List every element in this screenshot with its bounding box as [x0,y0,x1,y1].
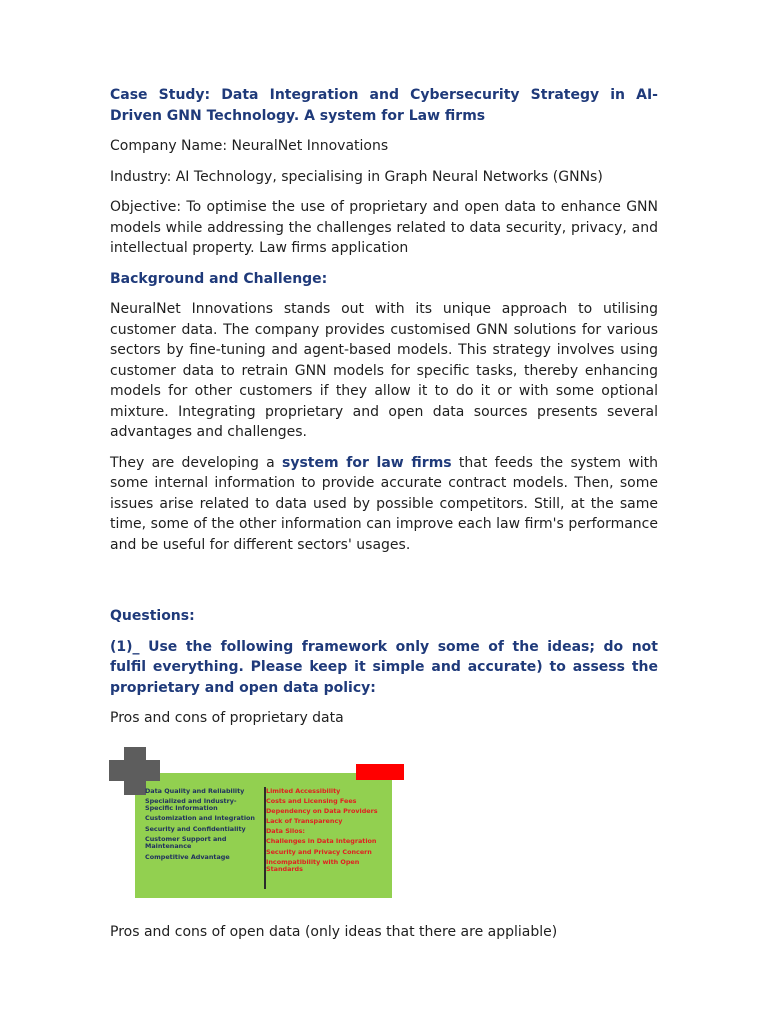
developing-paragraph [110,453,658,556]
pros-cons-figure [109,747,409,902]
industry-line: Industry: AI Technology, specialising in Graph Neural Networks (GNNs) [110,168,603,185]
con-item: Dependency on Data Providers [266,806,378,815]
pro-item: Customization and Integration [145,814,255,823]
document-page [110,85,658,942]
con-item: Costs and Licensing Fees [266,796,357,805]
case-study-title: Case Study: Data Integration and Cybersecurity Strategy in AI-Driven GNN Technology. A system for Law firms [110,87,658,124]
plus-icon-bar [109,760,160,781]
background-paragraph: NeuralNet Innovations stands out with its unique approach to utilising customer data. The company provides customised GNN solutions for various sectors by fine-tuning and agent-based models. This strategy involves using customer data to retrain GNN models for specific tasks, thereby enhancing models for other customers if they allow it to do it or with some optional mixture. Integrating proprietary and open data sources presents several advantages and challenges. [110,301,658,440]
developing-text-after: that feeds the system with some internal information to provide accurate contract models. Then, some issues arise related to data used by possible competitors. Still, at the same time, some of the other information can improve each law firm's performance and be useful for different sectors' usages. [110,454,659,553]
pro-item: Specialized and Industry-Specific Information [145,796,237,813]
question-1: (1)_ Use the following framework only some of the ideas; do not fulfil everything. Please keep it simple and accurate) to assess the proprietary and open data policy: [110,638,658,696]
open-data-label: Pros and cons of open data (only ideas that there are appliable) [110,923,558,940]
con-item: Lack of Transparency [266,817,343,826]
pro-item: Customer Support and Maintenance [145,834,227,851]
con-item: Incompatibility with Open Standards [266,857,360,874]
proprietary-label: Pros and cons of proprietary data [110,710,344,726]
pros-list [145,788,260,864]
pro-item: Data Quality and Reliability [145,786,245,795]
questions-heading: Questions: [110,608,195,624]
pro-item: Competitive Advantage [145,852,230,861]
con-item: Security and Privacy Concern [266,847,372,856]
minus-icon [356,764,404,780]
law-firms-highlight: system for law firms [282,454,452,471]
cons-list [266,788,386,877]
objective-paragraph: Objective: To optimise the use of proprietary and open data to enhance GNN models while addressing the challenges related to data security, privacy, and intellectual property. Law firms application [110,199,658,256]
background-heading: Background and Challenge: [110,270,328,287]
developing-text-before: They are developing a [110,454,282,471]
company-name: Company Name: NeuralNet Innovations [110,138,389,154]
pro-item: Security and Confidentiality [145,824,246,833]
con-item: Data Silos: [266,827,305,836]
con-item: Limited Accessibility [266,786,341,795]
con-item: Challenges in Data Integration [266,837,377,846]
